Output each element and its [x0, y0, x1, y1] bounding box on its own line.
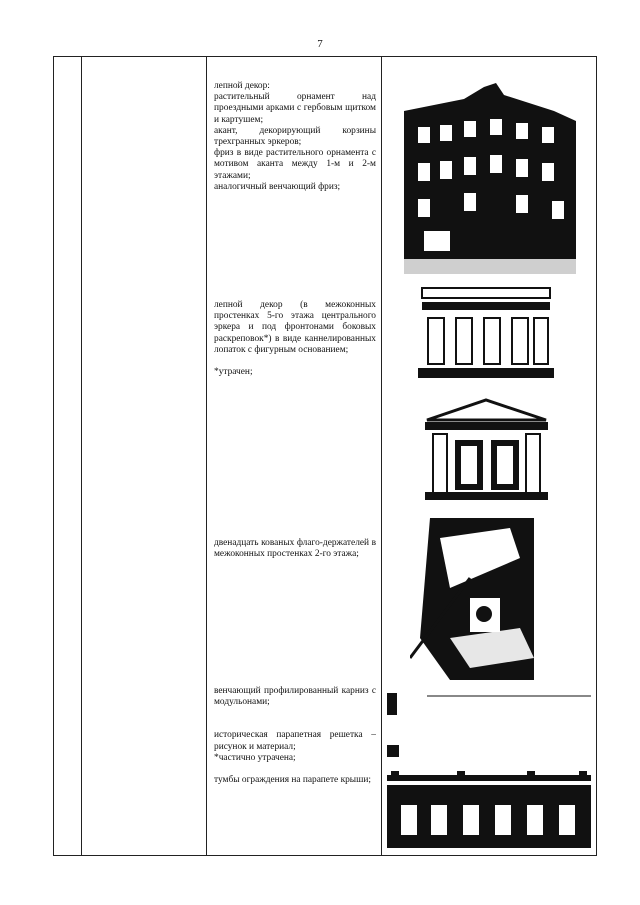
text-line: акант, декорирующий корзины трехгранных эркеров; — [214, 125, 376, 148]
text-line: *частично утрачена; — [214, 752, 296, 763]
column-divider — [381, 57, 382, 855]
page-number: 7 — [317, 38, 323, 50]
document-table — [53, 56, 597, 856]
text-line: аналогичный венчающий фриз; — [214, 181, 341, 192]
text-line: фриз в виде растительного орнамента с мотивом аканта между 1-м и 2-м этажами; — [214, 148, 376, 181]
flag-holders-photo — [410, 518, 534, 680]
pediment-photo — [421, 396, 552, 503]
text-line: венчающий профилированный карниз с модульонами; — [214, 686, 376, 708]
facade-photo — [404, 81, 576, 274]
pilasters-photo — [418, 284, 554, 382]
flag-holders-description — [214, 538, 376, 560]
text-line: двенадцать кованых флаго-держателей в межоконных простенках 2-го этажа; — [214, 538, 376, 560]
text-line: лепной декор: — [214, 81, 270, 91]
cornice-photo — [387, 693, 591, 848]
text-line: растительный орнамент над проездными арками с гербовым щитком и картушем; — [214, 92, 376, 125]
column-divider — [206, 57, 207, 855]
text-line: тумбы ограждения на парапете крыши; — [214, 775, 371, 786]
decor-description-1 — [214, 81, 376, 193]
text-line: лепной декор (в межоконных простенках 5-го этажа центрального эркера и под фронтонами боковых раскреповок*) в виде каннелированных лопаток с фигурным основанием; — [214, 300, 376, 355]
footnote-text: *утрачен; — [214, 367, 253, 378]
column-divider — [81, 57, 82, 855]
decor-description-2 — [214, 300, 376, 378]
text-line: историческая парапетная решетка – рисунок и материал; — [214, 730, 376, 752]
cornice-description — [214, 686, 376, 786]
